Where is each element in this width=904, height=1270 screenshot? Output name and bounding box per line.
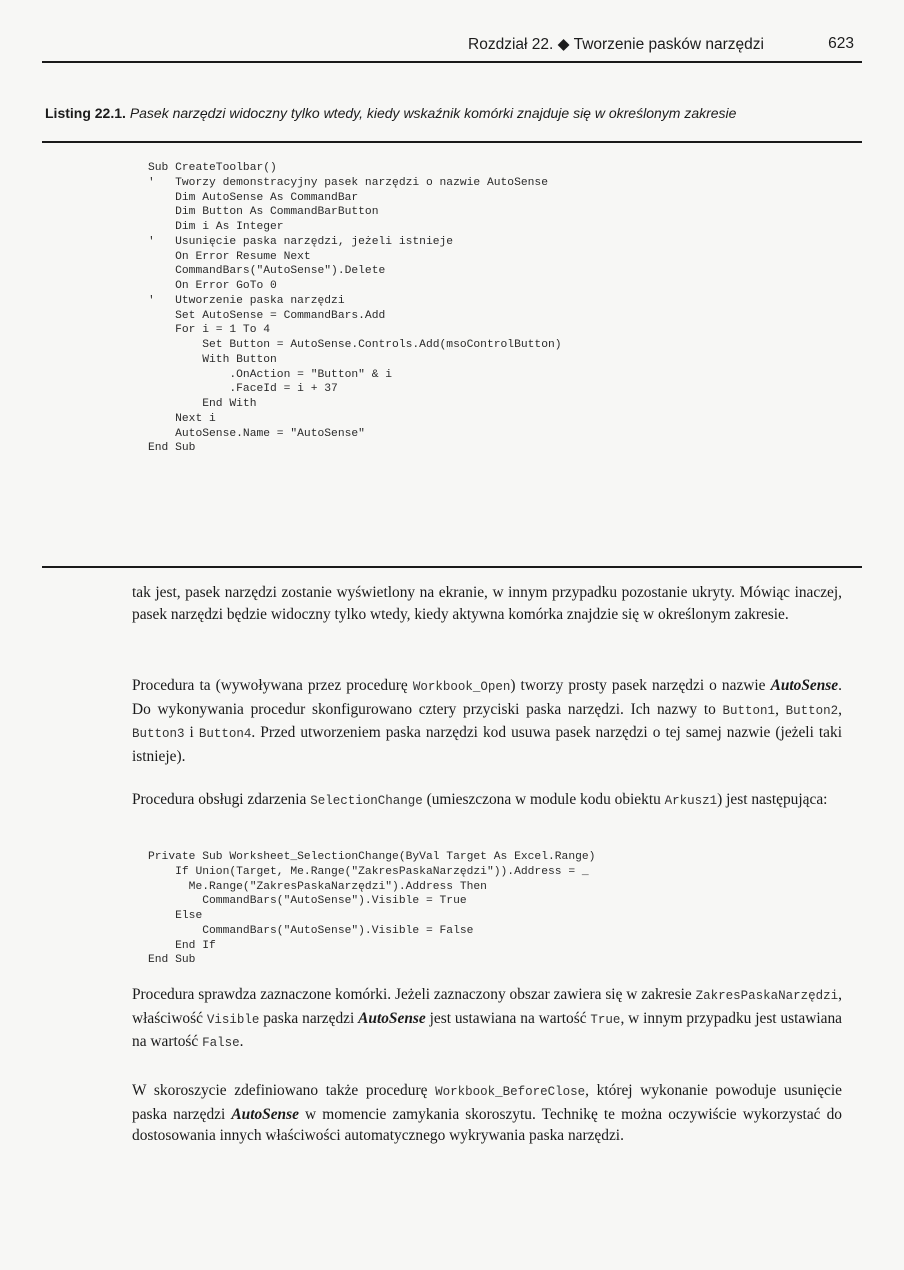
p2-code-button3: Button3	[132, 727, 185, 741]
p2-text-7: . Przed utworzeniem paska narzędzi kod usuwa pasek narzędzi o tej samej nazwie (jeżeli taki istnieje).	[132, 724, 842, 765]
p3-text-2: (umieszczona w module kodu obiektu	[422, 791, 665, 808]
p3-text-1: Procedura obsługi zdarzenia	[132, 791, 311, 808]
p2-text-5: ,	[838, 700, 842, 718]
paragraph-1: tak jest, pasek narzędzi zostanie wyświetlony na ekranie, w innym przypadku pozostanie ukryty. Mówiąc inaczej, pasek narzędzi będzie widoczny tylko wtedy, kiedy aktywna komórka znajdzie się w określonym zakresie.	[132, 584, 842, 623]
p2-code-button1: Button1	[722, 703, 776, 718]
p5-text-2: , której wykonanie powoduje usunięcie paska narzędzi	[132, 1082, 842, 1123]
p2-code-button2: Button2	[785, 703, 839, 718]
p2-text-4: ,	[775, 700, 786, 718]
p4-text-6: .	[239, 1033, 244, 1050]
p4-text-4: jest ustawiana na wartość	[425, 1009, 591, 1027]
p2-code-workbook-open: Workbook_Open	[412, 680, 511, 694]
p4-emphasis-autosense: AutoSense	[358, 1009, 426, 1027]
p4-text-1: Procedura sprawdza zaznaczone komórki. Jeżeli zaznaczony obszar zawiera się w zakresie	[132, 986, 696, 1003]
p2-emphasis-autosense: AutoSense	[770, 677, 839, 694]
p3-text-3: ) jest następująca:	[717, 791, 828, 808]
running-header	[42, 33, 862, 57]
paragraph-5	[132, 1080, 842, 1147]
p4-code-visible: Visible	[206, 1012, 260, 1027]
p2-text-3: . Do wykonywania procedur skonfigurowano cztery przyciski paska narzędzi. Ich nazwy to	[132, 677, 842, 718]
event-code: Private Sub Worksheet_SelectionChange(ByVal Target As Excel.Range) If Union(Target, Me.Range("ZakresPaskaNarzędzi")).Address = _ Me.Range("ZakresPaskaNarzędzi").Address Then CommandBars("AutoSense").Visible = True Else CommandBars("AutoSense").Visible = False End If End Sub	[148, 851, 596, 967]
chapter-title: Rozdział 22. ◆ Tworzenie pasków narzędzi	[468, 36, 764, 53]
listing-bottom-rule	[42, 566, 862, 568]
p4-code-range-name: ZakresPaskaNarzędzi	[695, 989, 839, 1003]
listing-caption-text: Pasek narzędzi widoczny tylko wtedy, kiedy wskaźnik komórki znajduje się w określonym zakresie	[129, 105, 737, 121]
paragraph-4	[132, 984, 842, 1055]
listing-caption	[45, 105, 855, 121]
p3-code-selectionchange: SelectionChange	[310, 794, 423, 808]
p4-text-5: , w innym przypadku jest ustawiana na wartość	[132, 1009, 842, 1050]
p4-text-2: , właściwość	[132, 986, 842, 1027]
p5-text-1: W skoroszycie zdefiniowano także procedurę	[132, 1082, 436, 1099]
p3-code-arkusz1: Arkusz1	[664, 794, 718, 808]
p2-text-6: i	[184, 724, 199, 741]
p5-code-beforeclose: Workbook_BeforeClose	[435, 1085, 586, 1099]
p4-text-3: paska narzędzi	[259, 1009, 359, 1027]
p2-text-2: ) tworzy prosty pasek narzędzi o nazwie	[510, 677, 771, 694]
header-rule	[42, 61, 862, 63]
p5-text-3: w momencie zamykania skoroszytu. Technikę te można oczywiście wykorzystać do dostosowania innych właściwości automatycznego wykrywania paska narzędzi.	[132, 1105, 842, 1144]
p4-code-false: False	[202, 1036, 240, 1050]
p2-text-1: Procedura ta (wywoływana przez procedurę	[132, 677, 413, 694]
p4-code-true: True	[590, 1012, 621, 1027]
paragraph-3	[132, 789, 842, 813]
p5-emphasis-autosense: AutoSense	[231, 1105, 299, 1123]
listing-top-rule	[42, 141, 862, 143]
paragraph-2	[132, 675, 842, 767]
p2-code-button4: Button4	[198, 727, 252, 741]
listing-code: Sub CreateToolbar() ' Tworzy demonstracyjny pasek narzędzi o nazwie AutoSense Dim AutoSense As CommandBar Dim Button As CommandBarButton Dim i As Integer ' Usunięcie paska narzędzi, jeżeli istnieje On Error Resume Next CommandBars("AutoSense").Delete On Error GoTo 0 ' Utworzenie paska narzędzi Set AutoSense = CommandBars.Add For i = 1 To 4 Set Button = AutoSense.Controls.Add(msoControlButton) With Button .OnAction = "Button" & i .FaceId = i + 37 End With Next i AutoSense.Name = "AutoSense" End Sub	[148, 162, 562, 455]
page-number: 623	[828, 35, 854, 52]
listing-label: Listing 22.1.	[45, 105, 126, 121]
